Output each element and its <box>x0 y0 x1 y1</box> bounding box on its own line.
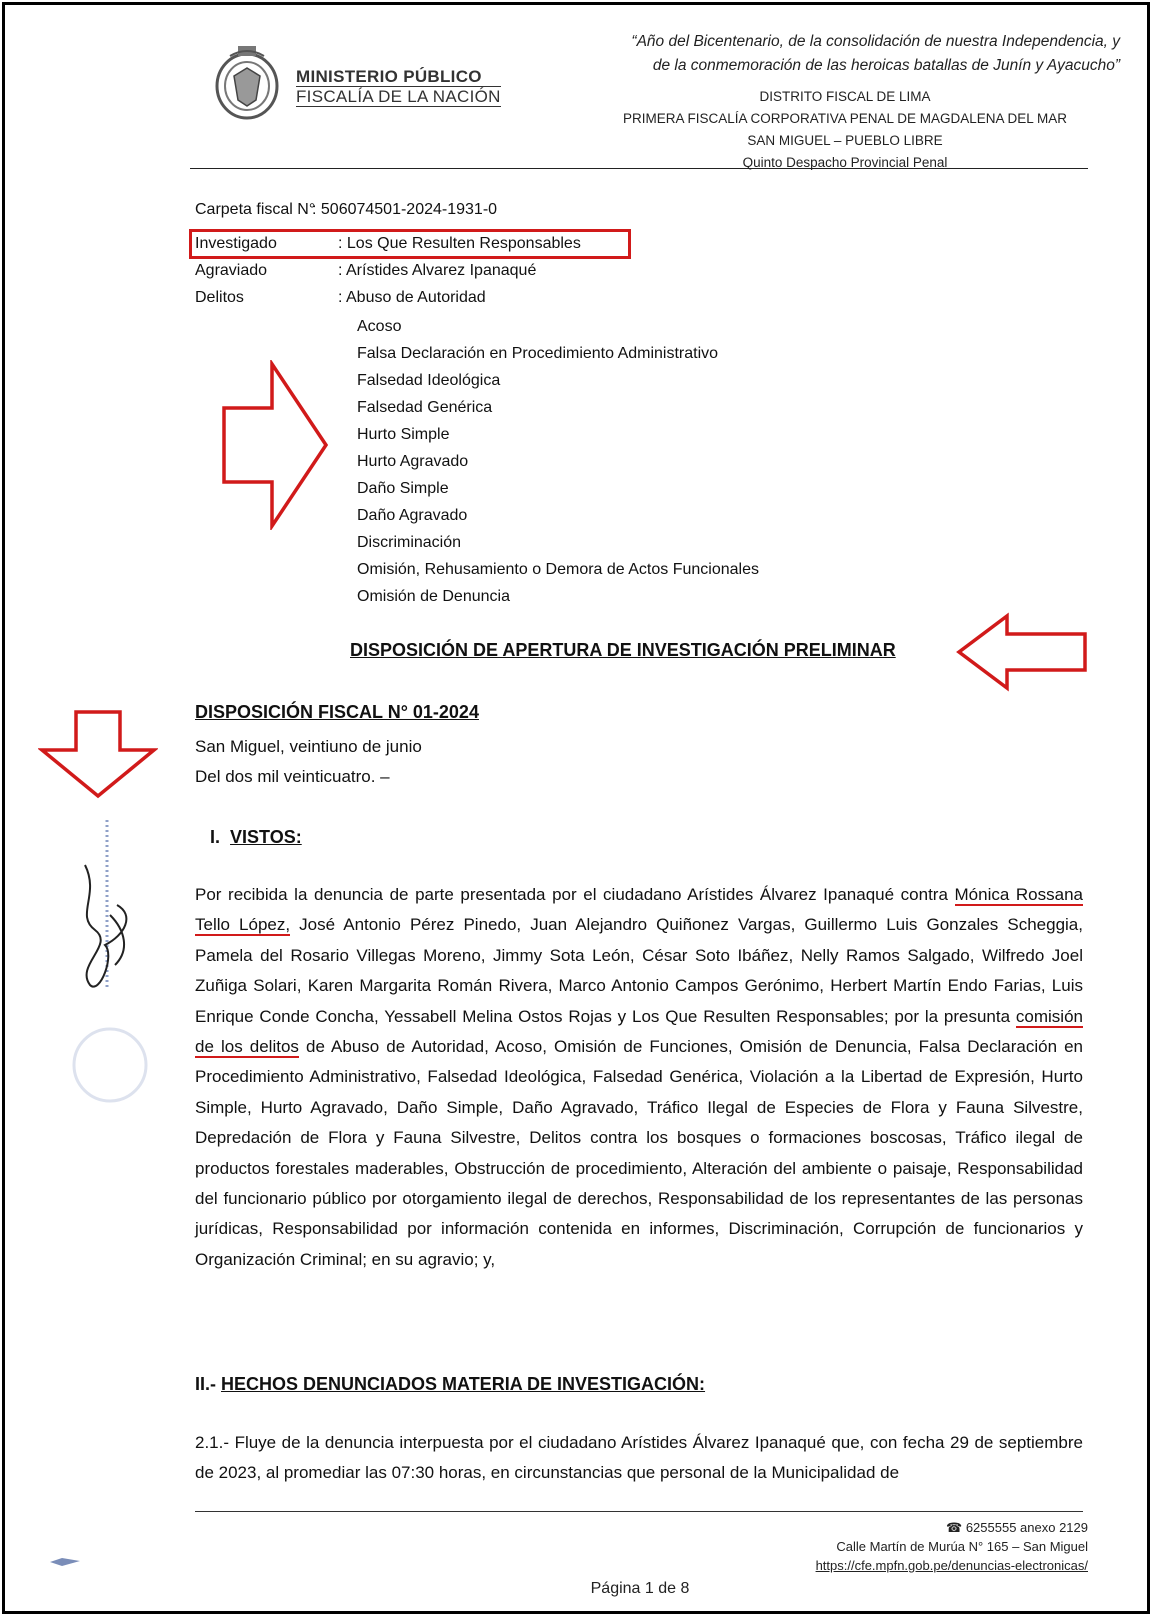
section-2-numeral: II.- <box>195 1374 216 1394</box>
footer-phone: ☎ 6255555 anexo 2129 <box>946 1520 1088 1535</box>
delito-item: Omisión de Denuncia <box>357 588 510 605</box>
office-block <box>610 86 1080 174</box>
facts-paragraph <box>195 1428 1083 1488</box>
page-number: Página 1 de 8 <box>590 1580 690 1597</box>
ministry-line-1: MINISTERIO PÚBLICO <box>296 68 501 87</box>
delito-item: Discriminación <box>357 534 462 551</box>
office-line-1: DISTRITO FISCAL DE LIMA <box>759 89 931 104</box>
footer-address: Calle Martín de Murúa N° 165 – San Miguel <box>836 1539 1088 1554</box>
highlighted-crimes-phrase: comisión de los delitos <box>195 1006 1083 1057</box>
delito-item: Daño Agravado <box>357 507 468 524</box>
investigado-label: Investigado <box>195 235 277 252</box>
investigado-value: : Los Que Resulten Responsables <box>338 235 581 252</box>
agraviado-value: : Arístides Alvarez Ipanaqué <box>338 262 537 279</box>
section-1-numeral: I. <box>210 827 221 847</box>
ministry-name <box>296 68 501 107</box>
delito-item: Falsa Declaración en Procedimiento Administrativo <box>357 345 719 362</box>
delito-item: Falsedad Genérica <box>357 399 493 416</box>
office-line-4: Quinto Despacho Provincial Penal <box>742 155 948 170</box>
right-arrow-icon <box>220 360 330 530</box>
delito-item: Hurto Agravado <box>357 453 469 470</box>
margin-ink-mark <box>48 1555 84 1569</box>
delitos-label: Delitos <box>195 289 244 306</box>
document-title: DISPOSICIÓN DE APERTURA DE INVESTIGACIÓN PRELIMINAR <box>350 640 896 660</box>
ministry-seal-icon <box>212 42 282 122</box>
carpeta-label: Carpeta fiscal N° <box>195 201 316 218</box>
highlighted-name: Mónica Rossana Tello López, <box>195 885 1083 935</box>
footer-divider <box>195 1511 1083 1512</box>
down-arrow-icon <box>38 708 158 800</box>
motto-line-2: de la conmemoración de las heroicas batallas de Junín y Ayacucho” <box>652 57 1120 74</box>
footer-url-link[interactable]: https://cfe.mpfn.gob.pe/denuncias-electronicas/ <box>815 1558 1088 1573</box>
disposition-number: DISPOSICIÓN FISCAL N° 01-2024 <box>195 702 479 722</box>
section-1-heading <box>210 827 302 848</box>
handwritten-signature <box>55 855 145 1005</box>
faded-stamp <box>70 1015 150 1115</box>
office-line-2: PRIMERA FISCALÍA CORPORATIVA PENAL DE MAGDALENA DEL MAR <box>622 111 1068 126</box>
year-motto <box>560 30 1120 78</box>
delito-item: Falsedad Ideológica <box>357 372 501 389</box>
vistos-text-c: de Abuso de Autoridad, Acoso, Omisión de Funciones, Omisión de Denuncia, Falsa Declaración en Procedimiento Administrativo, Falsedad Ideológica, Falsedad Genérica, Violación a la Libertad de Expresión, Hurto Simple, Hurto Agravado, Daño Simple, Daño Agravado, Tráfico Ilegal de Especies de Flora y Fauna Silvestre, Depredación de Flora y Fauna Silvestre, Delitos contra los bosques o formaciones boscosas, Tráfico ilegal de productos forestales maderables, Obstrucción de procedimiento, Alteración del ambiente o paisaje, Responsabilidad del funcionario público por otorgamiento ilegal de derechos, Responsabilidad de los representantes de las personas jurídicas, Responsabilidad por información contenida en informes, Discriminación, Corrupción de funcionarios y Organización Criminal; en su agravio; y, <box>195 1037 1083 1269</box>
header-divider <box>190 168 1088 169</box>
left-arrow-icon <box>955 612 1090 692</box>
place-date: San Miguel, veintiuno de junio <box>195 737 422 756</box>
agraviado-label: Agraviado <box>195 262 268 279</box>
delito-item: Omisión, Rehusamiento o Demora de Actos Funcionales <box>357 561 759 578</box>
year-line: Del dos mil veinticuatro. – <box>195 767 390 786</box>
motto-line-1: “Año del Bicentenario, de la consolidación de nuestra Independencia, y <box>631 33 1120 50</box>
carpeta-value: : 506074501-2024-1931-0 <box>312 201 498 218</box>
vistos-text-a: Por recibida la denuncia de parte presentada por el ciudadano Arístides Álvarez Ipanaqué contra <box>195 885 955 904</box>
vistos-text-b: José Antonio Pérez Pinedo, Juan Alejandro Quiñonez Vargas, Guillermo Luis Gonzales Scheggia, Pamela del Rosario Villegas Moreno, Jimmy Sota León, César Soto Ibáñez, Nelly Ramos Salgado, Wilfredo Joel Zuñiga Solari, Karen Margarita Román Rivera, Marco Antonio Campos Gerónimo, Herbert Martín Endo Farias, Luis Enrique Conde Concha, Yessabell Melina Ostos Rojas y Los Que Resulten Responsables; por la presunta <box>195 915 1083 1026</box>
ministry-line-2: FISCALÍA DE LA NACIÓN <box>296 87 501 106</box>
vistos-paragraph <box>195 880 1083 1275</box>
section-2-heading <box>195 1374 705 1395</box>
section-2-title: HECHOS DENUNCIADOS MATERIA DE INVESTIGACIÓN: <box>221 1374 706 1394</box>
delito-item: Acoso <box>357 318 402 335</box>
office-line-3: SAN MIGUEL – PUEBLO LIBRE <box>747 133 943 148</box>
delito-item: Hurto Simple <box>357 426 450 443</box>
delito-item: Daño Simple <box>357 480 449 497</box>
delitos-first: : Abuso de Autoridad <box>338 289 486 306</box>
section-1-title: VISTOS: <box>230 827 302 847</box>
facts-number: 2.1.- <box>195 1433 230 1452</box>
facts-text: Fluye de la denuncia interpuesta por el ciudadano Arístides Álvarez Ipanaqué que, con fecha 29 de septiembre de 2023, al promediar las 07:30 horas, en circunstancias que personal de la Municipalidad de <box>195 1433 1083 1482</box>
